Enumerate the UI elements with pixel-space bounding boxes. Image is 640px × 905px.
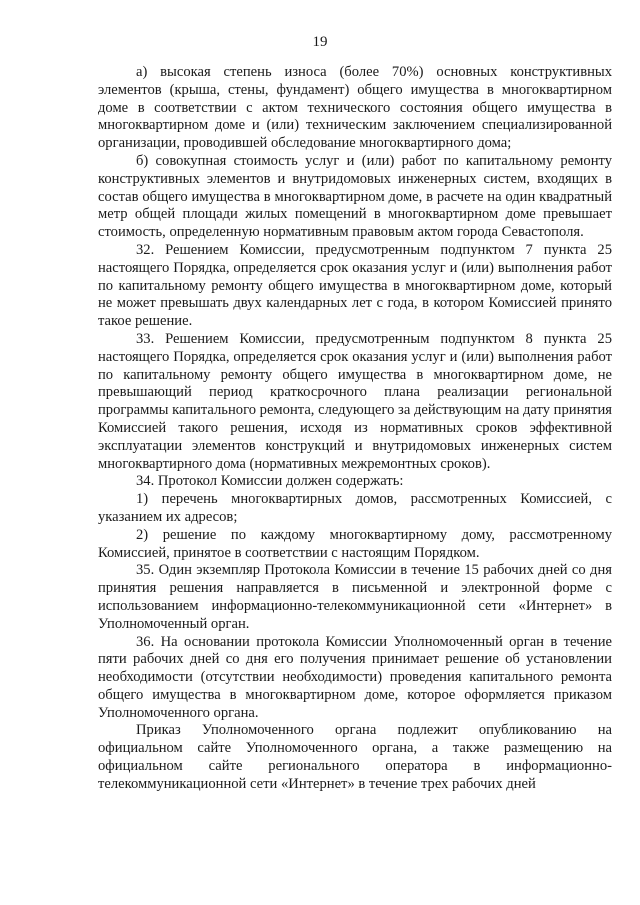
- paragraph-32: 32. Решением Комиссии, предусмотренным подпунктом 7 пункта 25 настоящего Порядка, определяется срок оказания услуг и (или) выполнения работ по капитальному ремонту общего имущества в многоквартирном доме, который не может превышать двух календарных лет с года, в котором Комиссией принято такое решение.: [98, 241, 612, 330]
- paragraph-34-item-1: 1) перечень многоквартирных домов, рассмотренных Комиссией, с указанием их адресов;: [98, 491, 612, 525]
- paragraph-item-b: б) совокупная стоимость услуг и (или) работ по капитальному ремонту конструктивных элементов и внутридомовых инженерных систем, входящих в состав общего имущества в многоквартирном доме, в расчете на один квадратный метр общей площади жилых помещений в многоквартирном доме превышает стоимость, определенную нормативным правовым актом города Севастополя.: [98, 152, 612, 241]
- paragraph-order-publication: Приказ Уполномоченного органа подлежит опубликованию на официальном сайте Уполномоченного органа, а также размещению на официальном сайте регионального оператора в информационно-телекоммуникационной сети «Интернет» в течение трех рабочих дней: [98, 722, 612, 792]
- paragraph-33: 33. Решением Комиссии, предусмотренным подпунктом 8 пункта 25 настоящего Порядка, определяется срок оказания услуг и (или) выполнения работ по капитальному ремонту общего имущества в многоквартирном доме, не превышающий период краткосрочного плана реализации региональной программы капитального ремонта, следующего за действующим на дату принятия Комиссией такого решения, исходя из нормативных сроков эффективной эксплуатации элементов конструкций и внутридомовых инженерных систем многоквартирного дома (нормативных межремонтных сроков).: [98, 330, 612, 472]
- page-number: 19: [312, 34, 328, 50]
- paragraph-36: 36. На основании протокола Комиссии Уполномоченный орган в течение пяти рабочих дней со дня его получения принимает решение об установлении необходимости (отсутствии необходимости) проведения капитального ремонта общего имущества в многоквартирном доме, которое оформляется приказом Уполномоченного органа.: [98, 633, 612, 721]
- paragraph-35: 35. Один экземпляр Протокола Комиссии в течение 15 рабочих дней со дня принятия решения направляется в письменной и электронной форме с использованием информационно-телекоммуникационной сети «Интернет» в Уполномоченный орган.: [98, 562, 612, 632]
- paragraph-34: 34. Протокол Комиссии должен содержать:: [136, 473, 404, 490]
- document-body: [98, 64, 612, 794]
- paragraph-item-a: а) высокая степень износа (более 70%) основных конструктивных элементов (крыша, стены, фундамент) общего имущества в многоквартирном доме в соответствии с актом технического состояния общего имущества в многоквартирном доме и (или) техническим заключением специализированной организации, проводившей обследование многоквартирного дома;: [98, 64, 612, 152]
- paragraph-34-item-2: 2) решение по каждому многоквартирному дому, рассмотренному Комиссией, принятое в соответствии с настоящим Порядком.: [98, 526, 612, 561]
